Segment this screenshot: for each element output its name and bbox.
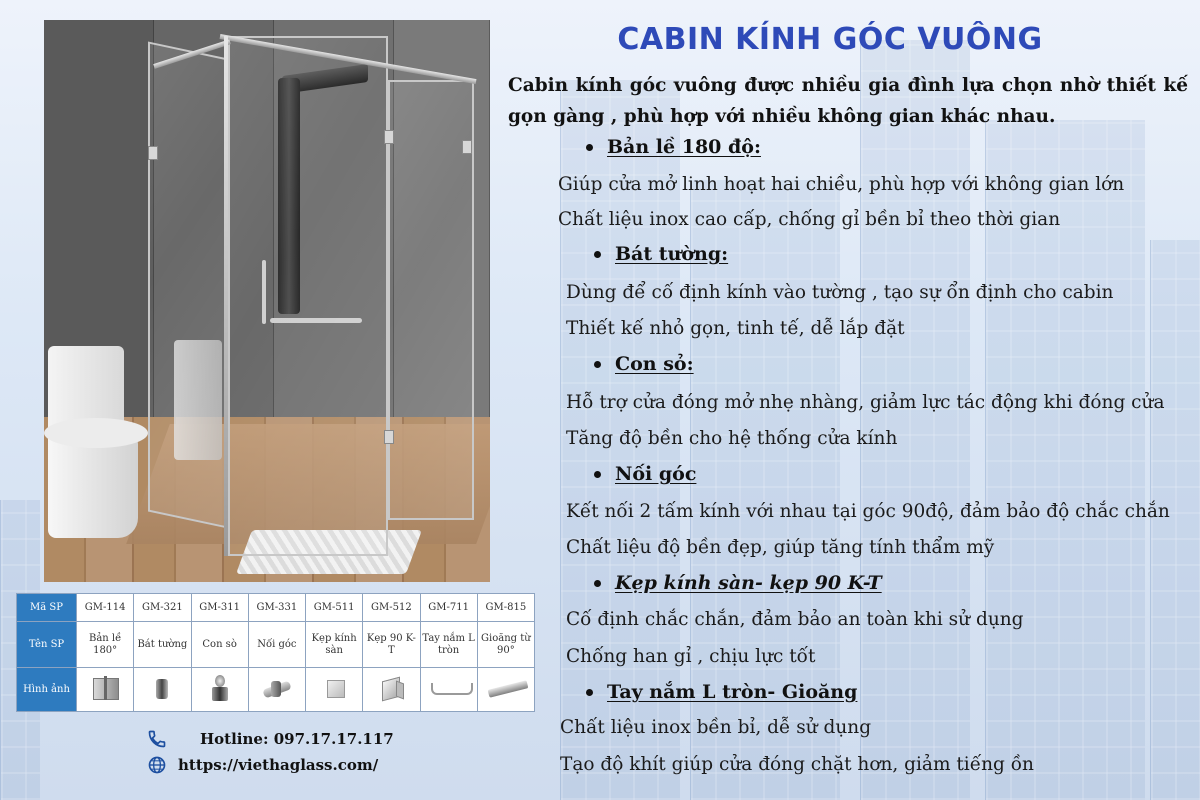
product-code: GM-331 [248, 594, 305, 622]
feature-line: Cố định chắc chắn, đảm bảo an toàn khi sử dụng [566, 609, 1024, 630]
bullet-icon [586, 144, 593, 151]
product-spec-table [16, 593, 535, 712]
corner-connector-icon [257, 673, 297, 703]
product-name: Con sò [191, 622, 248, 668]
product-code: GM-511 [306, 594, 363, 622]
bullet-icon [594, 361, 601, 368]
hotline[interactable] [146, 728, 394, 750]
table-row [17, 668, 535, 712]
bullet-icon [594, 471, 601, 478]
feature-line: Chất liệu inox bền bỉ, dễ sử dụng [560, 717, 872, 738]
product-name: Bát tường [134, 622, 191, 668]
feature-heading: Nối góc [594, 463, 696, 485]
wall-bracket-icon [142, 673, 182, 703]
intro-paragraph: Cabin kính góc vuông được nhiều gia đình lựa chọn nhờ thiết kế gọn gàng , phù hợp với nhiều không gian khác nhau. [508, 75, 1188, 127]
phone-icon [146, 728, 168, 750]
feature-line: Tạo độ khít giúp cửa đóng chặt hơn, giảm tiếng ồn [560, 754, 1034, 775]
product-name: Nối góc [248, 622, 305, 668]
feature-heading: Con sỏ: [594, 353, 694, 375]
floor-clamp-icon [314, 673, 354, 703]
bullet-icon [586, 689, 593, 696]
hotline-text: Hotline: 097.17.17.117 [200, 730, 394, 748]
feature-line: Kết nối 2 tấm kính với nhau tại góc 90độ, đảm bảo độ chắc chắn [566, 501, 1170, 522]
hinge-icon [85, 673, 125, 703]
product-code: GM-311 [191, 594, 248, 622]
product-name: Gioăng từ 90° [477, 622, 534, 668]
feature-line: Dùng để cố định kính vào tường , tạo sự ổn định cho cabin [566, 282, 1114, 303]
product-code: GM-711 [420, 594, 477, 622]
product-code: GM-815 [477, 594, 534, 622]
clamp-90-icon [371, 673, 411, 703]
feature-line: Thiết kế nhỏ gọn, tinh tế, dễ lắp đặt [566, 318, 905, 339]
row-header-image: Hình ảnh [17, 668, 77, 712]
feature-line: Tăng độ bền cho hệ thống cửa kính [566, 428, 898, 449]
l-handle-icon [429, 673, 469, 703]
globe-icon [146, 754, 168, 776]
feature-heading: Kẹp kính sàn- kẹp 90 K-T [594, 572, 882, 594]
website-link[interactable] [146, 754, 378, 776]
feature-line: Chất liệu độ bền đẹp, giúp tăng tính thẩm mỹ [566, 537, 995, 558]
table-row [17, 622, 535, 668]
row-header-name: Tên SP [17, 622, 77, 668]
feature-line: Chống han gỉ , chịu lực tốt [566, 646, 816, 667]
product-code: GM-321 [134, 594, 191, 622]
website-text: https://viethaglass.com/ [178, 756, 379, 774]
bullet-icon [594, 251, 601, 258]
product-code: GM-512 [363, 594, 420, 622]
feature-line: Giúp cửa mở linh hoạt hai chiều, phù hợp với không gian lớn [558, 174, 1125, 195]
page-title: CABIN KÍNH GÓC VUÔNG [617, 22, 1043, 57]
table-row [17, 594, 535, 622]
feature-line: Chất liệu inox cao cấp, chống gỉ bền bỉ theo thời gian [558, 209, 1061, 230]
shower-cabin-photo [44, 20, 490, 582]
product-name: Tay nắm L tròn [420, 622, 477, 668]
bullet-icon [594, 580, 601, 587]
feature-heading: Tay nắm L tròn- Gioăng [586, 681, 857, 703]
magnetic-gasket-icon [486, 673, 526, 703]
feature-line: Hỗ trợ cửa đóng mở nhẹ nhàng, giảm lực tác động khi đóng cửa [566, 392, 1165, 413]
product-name: Kẹp 90 K-T [363, 622, 420, 668]
product-code: GM-114 [77, 594, 134, 622]
feature-heading: Bát tường: [594, 243, 728, 265]
feature-heading: Bản lề 180 độ: [586, 136, 761, 158]
product-name: Kẹp kính sàn [306, 622, 363, 668]
row-header-code: Mã SP [17, 594, 77, 622]
door-stopper-icon [200, 673, 240, 703]
product-name: Bản lề 180° [77, 622, 134, 668]
